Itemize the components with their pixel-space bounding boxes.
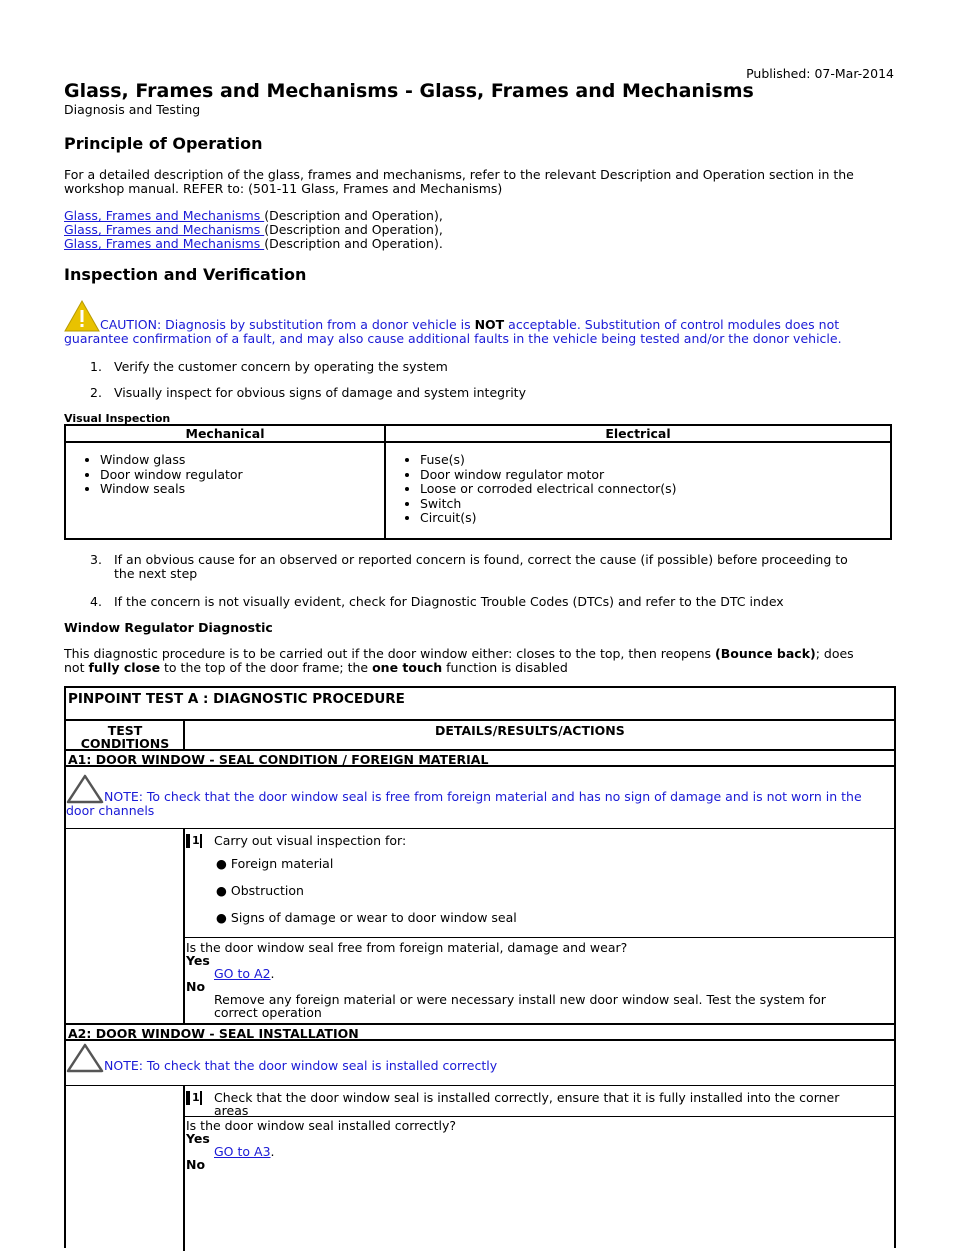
table-divider <box>66 765 894 767</box>
caution-block <box>64 300 894 346</box>
inspection-step <box>90 385 526 400</box>
step-text: If the concern is not visually evident, check for Diagnostic Trouble Codes (DTCs) and refer to the DTC index <box>114 594 784 609</box>
warning-icon <box>64 300 100 332</box>
reference-item <box>64 237 884 251</box>
reference-link[interactable]: Glass, Frames and Mechanisms <box>64 236 265 251</box>
visual-inspection-table <box>64 424 892 540</box>
table-divider <box>66 719 894 721</box>
result-block: Is the door window seal installed correctly? Yes GO to A3. No <box>186 1118 456 1172</box>
text-part: This diagnostic procedure is to be carried out if the door window either: closes to the top, then reopens <box>64 646 716 661</box>
inspection-bullets <box>216 857 517 938</box>
table-divider <box>66 1023 894 1025</box>
table-divider <box>66 1085 894 1086</box>
inspection-step <box>90 359 448 374</box>
list-item: • Switch <box>420 497 890 512</box>
result-question: Is the door window seal installed correctly? <box>186 1118 456 1133</box>
result-no-action-line2: correct operation <box>214 1005 322 1020</box>
table-divider <box>66 828 894 829</box>
caution-text-part: acceptable. Substitution of control modules does not <box>504 317 840 332</box>
result-no-label: No <box>186 1157 206 1172</box>
electrical-list <box>406 453 890 526</box>
reference-link[interactable]: Glass, Frames and Mechanisms <box>64 222 265 237</box>
list-item: • Circuit(s) <box>420 511 890 526</box>
list-item: ● Obstruction <box>216 883 304 898</box>
list-item: • Window glass <box>100 453 384 468</box>
step-text: Visually inspect for obvious signs of damage and system integrity <box>114 385 526 400</box>
inspection-heading: Inspection and Verification <box>64 265 307 284</box>
step-number-box: 1 <box>186 834 202 848</box>
step-number: 3. <box>90 552 102 567</box>
table-header-mechanical: Mechanical <box>65 425 385 442</box>
column-header-line: CONDITIONS <box>80 736 170 751</box>
bullet-text: Obstruction <box>230 883 304 898</box>
note-icon <box>66 774 104 804</box>
text-emphasis: (Bounce back) <box>715 646 816 661</box>
list-item: • Fuse(s) <box>420 453 890 468</box>
list-item: ● Foreign material <box>216 856 334 871</box>
bullet-text: Foreign material <box>230 856 334 871</box>
result-yes-label: Yes <box>186 1131 210 1146</box>
column-header-test-conditions <box>66 724 184 750</box>
step-number-box: 1 <box>186 1091 202 1105</box>
caution-text <box>100 317 839 332</box>
step-instruction: Carry out visual inspection for: <box>214 833 407 848</box>
mechanical-list <box>86 453 384 497</box>
pinpoint-title: PINPOINT TEST A : DIAGNOSTIC PROCEDURE <box>68 691 405 707</box>
principle-text-line2: workshop manual. REFER to: (501-11 Glass, Frames and Mechanisms) <box>64 181 503 196</box>
goto-a3-link[interactable]: GO to A3 <box>214 1144 271 1159</box>
table-divider <box>66 1039 894 1041</box>
note-block <box>66 774 866 818</box>
note-block <box>66 1043 866 1073</box>
result-question: Is the door window seal free from foreign material, damage and wear? <box>186 940 628 955</box>
result-no-label: No <box>186 979 206 994</box>
caution-emphasis: NOT <box>474 317 505 332</box>
reference-suffix: (Description and Operation), <box>264 222 443 237</box>
list-item: • Door window regulator <box>100 468 384 483</box>
table-divider <box>66 749 894 751</box>
text-emphasis: fully close <box>88 660 161 675</box>
reference-item <box>64 223 884 237</box>
note-text-line2: door channels <box>66 803 155 818</box>
caution-text-part: CAUTION: Diagnosis by substitution from a donor vehicle is <box>100 317 475 332</box>
reference-suffix: (Description and Operation). <box>264 236 443 251</box>
column-divider <box>183 1086 185 1251</box>
table-divider <box>184 1116 894 1117</box>
column-header-details: DETAILS/RESULTS/ACTIONS <box>435 723 625 738</box>
step-number: 2. <box>90 385 102 400</box>
text-part: ; does <box>815 646 854 661</box>
step-instruction-line1: Check that the door window seal is installed correctly, ensure that it is fully installed into the corner <box>214 1090 840 1105</box>
principle-text-line1: For a detailed description of the glass, frames and mechanisms, refer to the relevant Description and Operation section in the <box>64 167 854 182</box>
step-text: Verify the customer concern by operating the system <box>114 359 448 374</box>
table-divider <box>184 937 894 938</box>
principle-heading: Principle of Operation <box>64 134 263 153</box>
pinpoint-test-table <box>64 686 896 1248</box>
text-part: function is disabled <box>442 660 568 675</box>
published-date: Published: 07-Mar-2014 <box>746 66 894 81</box>
step-text: If an obvious cause for an observed or reported concern is found, correct the cause (if possible) before proceeding to <box>114 552 848 567</box>
step-number: 1. <box>90 359 102 374</box>
electrical-cell <box>385 442 891 539</box>
column-header-line: TEST <box>107 723 143 738</box>
list-item: • Window seals <box>100 482 384 497</box>
visual-inspection-title: Visual Inspection <box>64 412 171 425</box>
regulator-text <box>64 647 884 675</box>
bullet-text: Signs of damage or wear to door window seal <box>230 910 517 925</box>
test-step-title: A1: DOOR WINDOW - SEAL CONDITION / FOREIGN MATERIAL <box>68 752 489 767</box>
step-instruction-line2: areas <box>214 1103 249 1118</box>
reference-item <box>64 209 884 223</box>
result-no-action: Remove any foreign material or were necessary install new door window seal. Test the system for <box>214 992 826 1007</box>
inspection-step <box>90 553 848 581</box>
regulator-text-line2 <box>64 661 884 675</box>
result-yes-label: Yes <box>186 953 210 968</box>
note-text: NOTE: To check that the door window seal is free from foreign material and has no sign of damage and is not worn in the <box>104 789 862 804</box>
text-emphasis: one touch <box>372 660 443 675</box>
caution-text-line2: guarantee confirmation of a fault, and may also cause additional faults in the vehicle being tested and/or the donor vehicle. <box>64 331 842 346</box>
reference-suffix: (Description and Operation), <box>264 208 443 223</box>
page-subtitle: Diagnosis and Testing <box>64 102 201 117</box>
column-divider <box>183 829 185 1024</box>
result-block: Is the door window seal free from foreign material, damage and wear? Yes GO to A2. No Remove any foreign material or were necessary install new door window seal. Test the system for correct operation <box>186 940 826 1020</box>
regulator-heading: Window Regulator Diagnostic <box>64 620 273 635</box>
step-text-line2: the next step <box>114 566 198 581</box>
mechanical-cell <box>65 442 385 539</box>
note-icon <box>66 1043 104 1073</box>
page-title: Glass, Frames and Mechanisms - Glass, Frames and Mechanisms <box>64 80 754 102</box>
list-item: • Door window regulator motor <box>420 468 890 483</box>
text-part: to the top of the door frame; the <box>160 660 373 675</box>
list-item: ● Signs of damage or wear to door window seal <box>216 910 517 925</box>
test-step-title: A2: DOOR WINDOW - SEAL INSTALLATION <box>68 1026 359 1041</box>
text-part: not <box>64 660 89 675</box>
reference-list <box>64 209 884 251</box>
step-number: 4. <box>90 594 102 609</box>
table-header-electrical: Electrical <box>385 425 891 442</box>
inspection-step <box>90 594 784 609</box>
reference-link[interactable]: Glass, Frames and Mechanisms <box>64 208 265 223</box>
note-text: NOTE: To check that the door window seal is installed correctly <box>104 1058 498 1073</box>
regulator-text-line1 <box>64 647 884 661</box>
list-item: • Loose or corroded electrical connector(s) <box>420 482 890 497</box>
step-instruction <box>214 1091 839 1117</box>
goto-a2-link[interactable]: GO to A2 <box>214 966 271 981</box>
principle-text <box>64 168 884 196</box>
